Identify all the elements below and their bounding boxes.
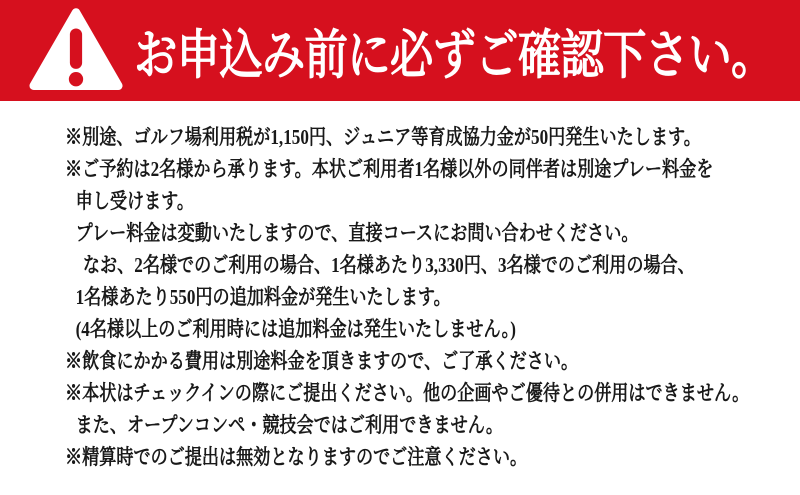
notice-line: 申し受けます。 [75,189,195,213]
notice-line: ※別途、ゴルフ場利用税が1,150円、ジュニア等育成協力金が50円発生いたします。 [65,125,701,149]
notice-line: なお、2名様でのご利用の場合、1名様あたり3,330円、3名様でのご利用の場合、 [82,253,695,277]
notice-line: ※精算時でのご提出は無効となりますのでご注意ください。 [65,445,528,469]
notice-line: ※ご予約は2名様から承ります。本状ご利用者1名様以外の同伴者は別途プレー料金を [65,157,714,181]
notice-line: プレー料金は変動いたしますので、直接コースにお問い合わせください。 [75,221,639,245]
notice-body [65,121,749,473]
notice-line: (4名様以上のご利用時には追加料金は発生いたしません。) [75,317,516,341]
header-title: お申込み前に必ずご確認下さい。 [134,26,774,85]
notice-lines [65,121,749,473]
warning-triangle-icon [29,4,123,98]
header-banner [0,0,800,101]
notice-line: また、オープンコンペ・競技会ではご利用できません。 [75,413,503,437]
notice-line: ※飲食にかかる費用は別途料金を頂きますので、ご了承ください。 [65,349,579,373]
notice-line: 1名様あたり550円の追加料金が発生いたします。 [75,285,451,309]
notice-line: ※本状はチェックインの際にご提出ください。他の企画やご優待との併用はできません。 [65,381,750,405]
